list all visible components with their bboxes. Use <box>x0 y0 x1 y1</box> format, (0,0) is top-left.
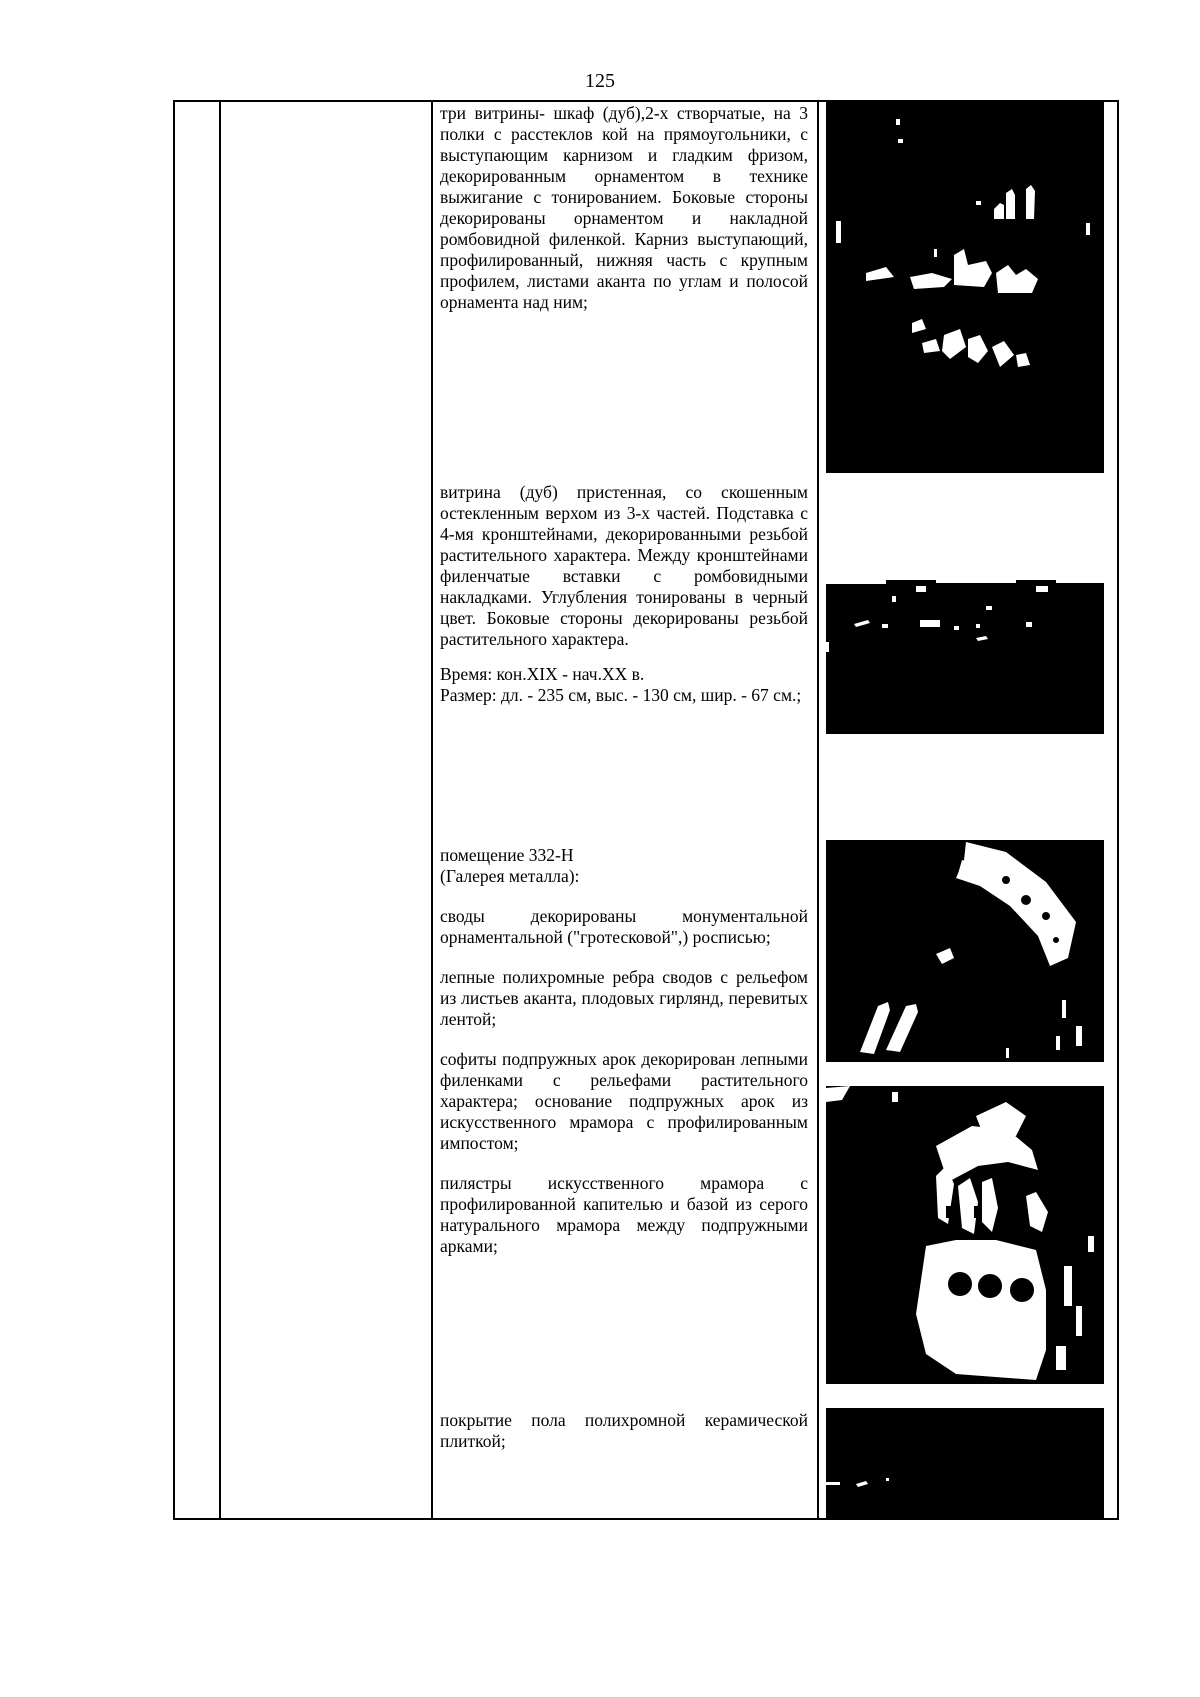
room-title: помещение 332-Н <box>440 845 574 865</box>
entry-text: покрытие пола полихромной керамической плиткой; <box>440 1410 808 1451</box>
photo-gallery-arches <box>826 1086 1104 1384</box>
entry-soffits: софиты подпружных арок декорирован лепными филенками с рельефами растительного характера; основание подпружных арок из искусственного мрамора с профилированным импостом; <box>440 1049 808 1153</box>
entry-room <box>440 845 808 1257</box>
entry-time: Время: кон.XIX - нач.XX в. <box>440 664 645 684</box>
entry-three-vitrines <box>440 103 808 313</box>
photo-image <box>826 101 1104 473</box>
entry-ribs: лепные полихромные ребра сводов с рельефом из листьев аканта, плодовых гирлянд, перевитых лентой; <box>440 967 808 1029</box>
column-divider <box>219 102 221 1518</box>
photo-image <box>826 580 1104 734</box>
photo-gallery-floor <box>826 1408 1104 1518</box>
entry-text: витрина (дуб) пристенная, со скошенным остекленным верхом из 3-х частей. Подставка с 4-мя кронштейнами, декорированными резьбой растительного характера. Между кронштейнами филенчатые вставки с ромбовидными накладками. Углубления тонированы в черный цвет. Боковые стороны декорированы резьбой растительного характера. <box>440 482 808 649</box>
photo-image <box>826 1408 1104 1518</box>
column-divider <box>817 102 819 1518</box>
photo-three-vitrines <box>826 101 1104 473</box>
photo-image <box>826 840 1104 1062</box>
photo-wall-vitrine <box>826 580 1104 734</box>
entry-floor <box>440 1410 808 1452</box>
photo-image <box>826 1086 1104 1384</box>
page-number: 125 <box>585 70 615 92</box>
column-divider <box>431 102 433 1518</box>
entry-text: три витрины- шкаф (дуб),2-х створчатые, на 3 полки с расстеклов кой на прямоугольники, с выступающим карнизом и гладким фризом, декорированным орнаментом в технике выжигание с тонированием. Боковые стороны декорированы орнаментом и накладной ромбовидной филенкой. Карниз выступающий, профилированный, нижняя часть с крупным профилем, листами аканта по углам и полосой орнамента над ним; <box>440 103 808 312</box>
room-subtitle: (Галерея металла): <box>440 866 580 886</box>
entry-size: Размер: дл. - 235 см, выс. - 130 см, шир. - 67 см.; <box>440 685 802 705</box>
entry-vaults: своды декорированы монументальной орнаментальной ("гротесковой",) росписью; <box>440 906 808 947</box>
entry-wall-vitrine <box>440 482 808 706</box>
entry-pilasters: пилястры искусственного мрамора с профилированной капителью и базой из серого натурального мрамора между подпружными арками; <box>440 1173 808 1256</box>
photo-gallery-vaults <box>826 840 1104 1062</box>
